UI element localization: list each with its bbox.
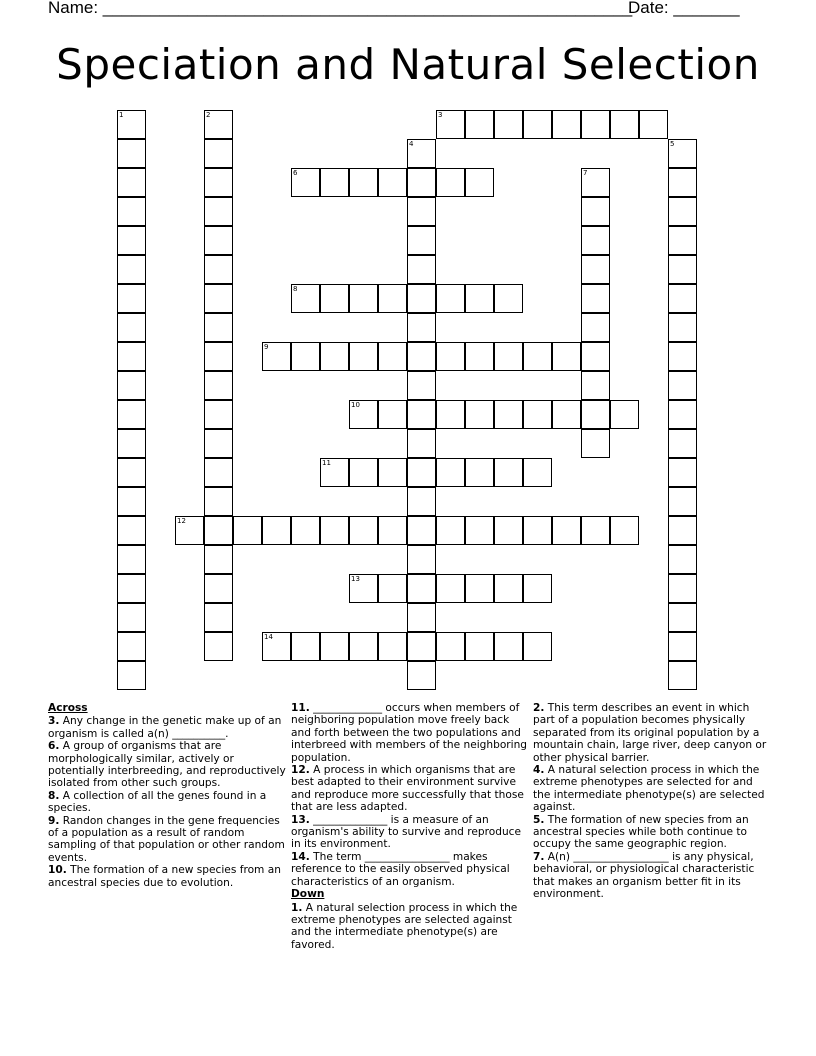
crossword-cell[interactable] bbox=[204, 371, 233, 400]
date-field: Date: _______ bbox=[628, 0, 740, 17]
across-heading: Across bbox=[48, 702, 88, 714]
crossword-cell[interactable] bbox=[668, 284, 697, 313]
crossword-cell[interactable] bbox=[436, 574, 465, 603]
crossword-cell[interactable] bbox=[407, 371, 436, 400]
crossword-cell[interactable] bbox=[581, 342, 610, 371]
crossword-cell[interactable] bbox=[407, 139, 436, 168]
crossword-cell[interactable] bbox=[349, 342, 378, 371]
crossword-cell[interactable] bbox=[668, 168, 697, 197]
crossword-cell[interactable] bbox=[668, 400, 697, 429]
cell-number: 14 bbox=[264, 633, 273, 641]
crossword-cell[interactable] bbox=[204, 139, 233, 168]
crossword-cell[interactable] bbox=[349, 400, 378, 429]
crossword-cell[interactable] bbox=[668, 197, 697, 226]
crossword-cell[interactable] bbox=[465, 458, 494, 487]
crossword-cell[interactable] bbox=[523, 516, 552, 545]
crossword-cell[interactable] bbox=[668, 574, 697, 603]
across-clue: 3. Any change in the genetic make up of an organism is called a(n) __________. bbox=[48, 715, 282, 740]
across-clue: 9. Randon changes in the gene frequencies of a population as a result of random sampling of that population or other random events. bbox=[48, 814, 285, 864]
crossword-cell[interactable] bbox=[436, 284, 465, 313]
crossword-cell[interactable] bbox=[117, 661, 146, 690]
crossword-cell[interactable] bbox=[378, 168, 407, 197]
crossword-cell[interactable] bbox=[668, 632, 697, 661]
cell-number: 4 bbox=[409, 140, 414, 148]
cell-number: 6 bbox=[293, 169, 298, 177]
down-heading: Down bbox=[291, 888, 325, 901]
crossword-cell[interactable] bbox=[523, 342, 552, 371]
crossword-cell[interactable] bbox=[436, 110, 465, 139]
crossword-cell[interactable] bbox=[204, 487, 233, 516]
crossword-cell[interactable] bbox=[668, 255, 697, 284]
crossword-cell[interactable] bbox=[204, 342, 233, 371]
crossword-cell[interactable] bbox=[668, 342, 697, 371]
crossword-cell[interactable] bbox=[117, 545, 146, 574]
across-clue: 14. The term ________________ makes reference to the easily observed physical characteristics of an organism. bbox=[291, 850, 510, 888]
crossword-cell[interactable] bbox=[436, 400, 465, 429]
cell-number: 11 bbox=[322, 459, 331, 467]
crossword-cell[interactable] bbox=[610, 516, 639, 545]
crossword-cell[interactable] bbox=[233, 516, 262, 545]
crossword-cell[interactable] bbox=[320, 516, 349, 545]
crossword-cell[interactable] bbox=[436, 632, 465, 661]
crossword-cell[interactable] bbox=[117, 429, 146, 458]
crossword-cell[interactable] bbox=[523, 110, 552, 139]
crossword-cell[interactable] bbox=[581, 197, 610, 226]
down-clue: 7. A(n) __________________ is any physical, behavioral, or physiological characteristic that makes an organism better fit in its environment. bbox=[533, 850, 755, 901]
crossword-cell[interactable] bbox=[668, 139, 697, 168]
crossword-cell[interactable] bbox=[436, 168, 465, 197]
crossword-cell[interactable] bbox=[204, 429, 233, 458]
crossword-cell[interactable] bbox=[494, 342, 523, 371]
cell-number: 10 bbox=[351, 401, 360, 409]
crossword-cell[interactable] bbox=[581, 255, 610, 284]
crossword-cell[interactable] bbox=[204, 603, 233, 632]
crossword-cell[interactable] bbox=[117, 313, 146, 342]
crossword-cell[interactable] bbox=[523, 458, 552, 487]
crossword-cell[interactable] bbox=[552, 110, 581, 139]
crossword-cell[interactable] bbox=[320, 632, 349, 661]
crossword-cell[interactable] bbox=[465, 574, 494, 603]
crossword-cell[interactable] bbox=[407, 168, 436, 197]
crossword-cell[interactable] bbox=[204, 458, 233, 487]
crossword-cell[interactable] bbox=[465, 632, 494, 661]
across-clue: 6. A group of organisms that are morphologically similar, actively or potentially interbreeding, and reproductively isolated from other such groups. bbox=[48, 740, 286, 790]
crossword-cell[interactable] bbox=[378, 284, 407, 313]
crossword-cell[interactable] bbox=[494, 632, 523, 661]
crossword-cell[interactable] bbox=[378, 516, 407, 545]
clues-column-2 bbox=[291, 702, 529, 951]
crossword-cell[interactable] bbox=[494, 458, 523, 487]
cell-number: 1 bbox=[119, 111, 124, 119]
crossword-cell[interactable] bbox=[204, 197, 233, 226]
crossword-cell[interactable] bbox=[262, 516, 291, 545]
crossword-cell[interactable] bbox=[117, 371, 146, 400]
crossword-cell[interactable] bbox=[117, 632, 146, 661]
cell-number: 13 bbox=[351, 575, 360, 583]
crossword-cell[interactable] bbox=[320, 458, 349, 487]
crossword-cell[interactable] bbox=[117, 255, 146, 284]
crossword-cell[interactable] bbox=[320, 284, 349, 313]
clues-column-3 bbox=[533, 702, 771, 901]
crossword-cell[interactable] bbox=[291, 284, 320, 313]
cell-number: 7 bbox=[583, 169, 588, 177]
crossword-cell[interactable] bbox=[407, 632, 436, 661]
crossword-cell[interactable] bbox=[117, 197, 146, 226]
crossword-cell[interactable] bbox=[117, 458, 146, 487]
crossword-cell[interactable] bbox=[552, 342, 581, 371]
cell-number: 2 bbox=[206, 111, 211, 119]
crossword-cell[interactable] bbox=[407, 429, 436, 458]
crossword-cell[interactable] bbox=[465, 168, 494, 197]
crossword-cell[interactable] bbox=[494, 516, 523, 545]
crossword-cell[interactable] bbox=[349, 458, 378, 487]
crossword-cell[interactable] bbox=[407, 603, 436, 632]
name-field: Name: ________________________________________________________ bbox=[48, 0, 633, 17]
crossword-cell[interactable] bbox=[407, 516, 436, 545]
crossword-cell[interactable] bbox=[465, 284, 494, 313]
crossword-cell[interactable] bbox=[668, 516, 697, 545]
crossword-cell[interactable] bbox=[378, 458, 407, 487]
crossword-cell[interactable] bbox=[349, 574, 378, 603]
crossword-cell[interactable] bbox=[378, 342, 407, 371]
down-clue: 5. The formation of new species from an ancestral species while both continue to occupy the same geographic region. bbox=[533, 813, 749, 851]
crossword-cell[interactable] bbox=[465, 516, 494, 545]
crossword-cell[interactable] bbox=[262, 632, 291, 661]
crossword-cell[interactable] bbox=[407, 458, 436, 487]
crossword-cell[interactable] bbox=[117, 226, 146, 255]
crossword-cell[interactable] bbox=[291, 342, 320, 371]
crossword-cell[interactable] bbox=[175, 516, 204, 545]
crossword-cell[interactable] bbox=[581, 226, 610, 255]
crossword-cell[interactable] bbox=[668, 313, 697, 342]
crossword-cell[interactable] bbox=[407, 226, 436, 255]
crossword-cell[interactable] bbox=[291, 516, 320, 545]
across-clue: 8. A collection of all the genes found in a species. bbox=[48, 789, 267, 815]
cell-number: 3 bbox=[438, 111, 443, 119]
crossword-cell[interactable] bbox=[291, 168, 320, 197]
crossword-cell[interactable] bbox=[523, 400, 552, 429]
crossword-cell[interactable] bbox=[668, 458, 697, 487]
crossword-cell[interactable] bbox=[117, 342, 146, 371]
crossword-cell[interactable] bbox=[349, 168, 378, 197]
cell-number: 5 bbox=[670, 140, 675, 148]
crossword-cell[interactable] bbox=[668, 226, 697, 255]
crossword-cell[interactable] bbox=[494, 574, 523, 603]
crossword-cell[interactable] bbox=[581, 313, 610, 342]
crossword-cell[interactable] bbox=[117, 168, 146, 197]
crossword-cell[interactable] bbox=[639, 110, 668, 139]
across-clue: 11. _____________ occurs when members of neighboring population move freely back and forth between the two populations and interbreed with members of the neighboring population. bbox=[291, 702, 528, 764]
crossword-cell[interactable] bbox=[668, 487, 697, 516]
cell-number: 8 bbox=[293, 285, 298, 293]
crossword-cell[interactable] bbox=[204, 400, 233, 429]
crossword-cell[interactable] bbox=[117, 110, 146, 139]
page-title: Speciation and Natural Selection bbox=[56, 40, 760, 89]
crossword-cell[interactable] bbox=[407, 487, 436, 516]
crossword-cell[interactable] bbox=[494, 284, 523, 313]
cell-number: 9 bbox=[264, 343, 269, 351]
down-clue: 2. This term describes an event in which part of a population becomes physically separated from its original population by a mountain chain, large river, deep canyon or other physical barrier. bbox=[533, 702, 767, 764]
crossword-cell[interactable] bbox=[436, 342, 465, 371]
crossword-cell[interactable] bbox=[291, 632, 320, 661]
crossword-cell[interactable] bbox=[117, 603, 146, 632]
crossword-cell[interactable] bbox=[117, 284, 146, 313]
crossword-cell[interactable] bbox=[465, 110, 494, 139]
crossword-cell[interactable] bbox=[407, 197, 436, 226]
crossword-cell[interactable] bbox=[204, 168, 233, 197]
crossword-cell[interactable] bbox=[204, 313, 233, 342]
crossword-cell[interactable] bbox=[581, 429, 610, 458]
crossword-cell[interactable] bbox=[320, 168, 349, 197]
crossword-cell[interactable] bbox=[320, 342, 349, 371]
crossword-cell[interactable] bbox=[668, 661, 697, 690]
crossword-cell[interactable] bbox=[552, 516, 581, 545]
crossword-cell[interactable] bbox=[117, 487, 146, 516]
crossword-cell[interactable] bbox=[581, 400, 610, 429]
crossword-cell[interactable] bbox=[349, 632, 378, 661]
crossword-cell[interactable] bbox=[349, 516, 378, 545]
crossword-cell[interactable] bbox=[378, 400, 407, 429]
crossword-cell[interactable] bbox=[523, 574, 552, 603]
crossword-cell[interactable] bbox=[407, 574, 436, 603]
crossword-cell[interactable] bbox=[117, 400, 146, 429]
crossword-cell[interactable] bbox=[349, 284, 378, 313]
crossword-cell[interactable] bbox=[407, 255, 436, 284]
crossword-cell[interactable] bbox=[204, 574, 233, 603]
crossword-cell[interactable] bbox=[204, 284, 233, 313]
crossword-cell[interactable] bbox=[668, 429, 697, 458]
crossword-cell[interactable] bbox=[407, 400, 436, 429]
crossword-cell[interactable] bbox=[581, 284, 610, 313]
crossword-cell[interactable] bbox=[204, 545, 233, 574]
crossword-cell[interactable] bbox=[204, 226, 233, 255]
crossword-cell[interactable] bbox=[204, 110, 233, 139]
crossword-cell[interactable] bbox=[407, 545, 436, 574]
crossword-cell[interactable] bbox=[581, 371, 610, 400]
crossword-cell[interactable] bbox=[552, 400, 581, 429]
crossword-cell[interactable] bbox=[581, 110, 610, 139]
crossword-cell[interactable] bbox=[407, 313, 436, 342]
crossword-cell[interactable] bbox=[407, 284, 436, 313]
crossword-cell[interactable] bbox=[117, 139, 146, 168]
crossword-cell[interactable] bbox=[378, 574, 407, 603]
down-clue: 1. A natural selection process in which the extreme phenotypes are selected against and the intermediate phenotype(s) are favored. bbox=[291, 901, 518, 951]
down-clue: 4. A natural selection process in which the extreme phenotypes are selected for and the intermediate phenotype(s) are selected against. bbox=[533, 764, 765, 814]
crossword-cell[interactable] bbox=[494, 110, 523, 139]
crossword-cell[interactable] bbox=[523, 632, 552, 661]
crossword-cell[interactable] bbox=[204, 255, 233, 284]
crossword-cell[interactable] bbox=[378, 632, 407, 661]
crossword-cell[interactable] bbox=[465, 400, 494, 429]
across-clue: 13. ______________ is a measure of an organism's ability to survive and reproduce in its environment. bbox=[291, 813, 522, 851]
crossword-cell[interactable] bbox=[581, 168, 610, 197]
crossword-cell[interactable] bbox=[407, 342, 436, 371]
crossword-cell[interactable] bbox=[407, 661, 436, 690]
crossword-cell[interactable] bbox=[668, 371, 697, 400]
crossword-cell[interactable] bbox=[117, 516, 146, 545]
crossword-cell[interactable] bbox=[494, 400, 523, 429]
crossword-cell[interactable] bbox=[117, 574, 146, 603]
clues-column-1 bbox=[48, 702, 286, 889]
crossword-cell[interactable] bbox=[610, 110, 639, 139]
crossword-cell[interactable] bbox=[204, 632, 233, 661]
crossword-cell[interactable] bbox=[581, 516, 610, 545]
crossword-cell[interactable] bbox=[668, 603, 697, 632]
crossword-cell[interactable] bbox=[262, 342, 291, 371]
crossword-cell[interactable] bbox=[436, 516, 465, 545]
across-clue: 10. The formation of a new species from an ancestral species due to evolution. bbox=[48, 864, 281, 889]
crossword-cell[interactable] bbox=[465, 342, 494, 371]
cell-number: 12 bbox=[177, 517, 186, 525]
crossword-cell[interactable] bbox=[204, 516, 233, 545]
crossword-cell[interactable] bbox=[610, 400, 639, 429]
crossword-cell[interactable] bbox=[668, 545, 697, 574]
crossword-cell[interactable] bbox=[436, 458, 465, 487]
across-clue: 12. A process in which organisms that are best adapted to their environment survive and reproduce more successfully that those that are less adapted. bbox=[291, 764, 524, 814]
